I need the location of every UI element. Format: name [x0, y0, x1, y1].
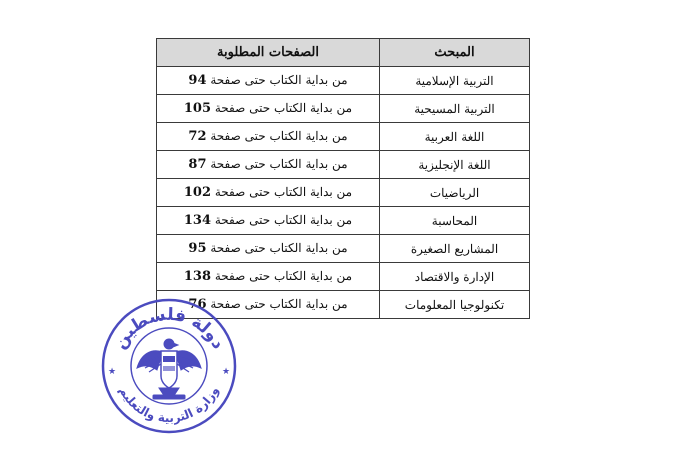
subject-cell: التربية المسيحية: [380, 95, 530, 123]
subject-cell: المشاريع الصغيرة: [380, 235, 530, 263]
seal-star-right: ★: [221, 367, 231, 377]
pages-prefix: من بداية الكتاب حتى صفحة: [210, 129, 348, 143]
subject-cell: التربية الإسلامية: [380, 67, 530, 95]
subject-cell: تكنولوجيا المعلومات: [380, 291, 530, 319]
pages-prefix: من بداية الكتاب حتى صفحة: [214, 185, 353, 199]
pages-cell: [157, 263, 380, 291]
page-number: 138: [183, 269, 212, 284]
header-subject: المبحث: [380, 39, 530, 67]
seal-bottom-text: وزارة التربية والتعليم: [116, 384, 222, 426]
table-body: [157, 67, 530, 319]
seal-star-left: ★: [107, 367, 117, 377]
pages-cell: [157, 179, 380, 207]
ministry-seal: [99, 296, 239, 436]
header-pages: الصفحات المطلوبة: [157, 39, 380, 67]
table-row: [157, 151, 530, 179]
pages-prefix: من بداية الكتاب حتى صفحة: [210, 241, 348, 255]
page-number: 94: [188, 73, 207, 88]
pages-cell: [157, 151, 380, 179]
subjects-table: [156, 38, 530, 319]
table-row: [157, 263, 530, 291]
pages-prefix: من بداية الكتاب حتى صفحة: [210, 73, 348, 87]
subject-cell: اللغة العربية: [380, 123, 530, 151]
pages-cell: [157, 67, 380, 95]
page-number: 134: [183, 213, 212, 228]
eagle-emblem-icon: [137, 339, 201, 399]
page-number: 87: [188, 157, 207, 172]
page-number: 95: [188, 241, 207, 256]
pages-cell: [157, 235, 380, 263]
table-row: [157, 207, 530, 235]
page-number: 105: [183, 101, 212, 116]
table-row: [157, 123, 530, 151]
pages-prefix: من بداية الكتاب حتى صفحة: [214, 101, 353, 115]
page-number: 76: [188, 297, 207, 312]
page-number: 102: [183, 185, 212, 200]
table-row: [157, 235, 530, 263]
table-row: [157, 95, 530, 123]
subject-cell: المحاسبة: [380, 207, 530, 235]
table-row: [157, 67, 530, 95]
pages-cell: [157, 207, 380, 235]
table-row: [157, 179, 530, 207]
pages-prefix: من بداية الكتاب حتى صفحة: [210, 297, 348, 311]
seal-top-text: دولة فلسطين: [109, 304, 229, 353]
pages-prefix: من بداية الكتاب حتى صفحة: [214, 213, 353, 227]
pages-prefix: من بداية الكتاب حتى صفحة: [210, 157, 348, 171]
pages-cell: [157, 123, 380, 151]
pages-prefix: من بداية الكتاب حتى صفحة: [214, 269, 353, 283]
pages-cell: [157, 95, 380, 123]
page-number: 72: [188, 129, 207, 144]
subject-cell: اللغة الإنجليزية: [380, 151, 530, 179]
subject-cell: الإدارة والاقتصاد: [380, 263, 530, 291]
subject-cell: الرياضيات: [380, 179, 530, 207]
table-header-row: [157, 39, 530, 67]
